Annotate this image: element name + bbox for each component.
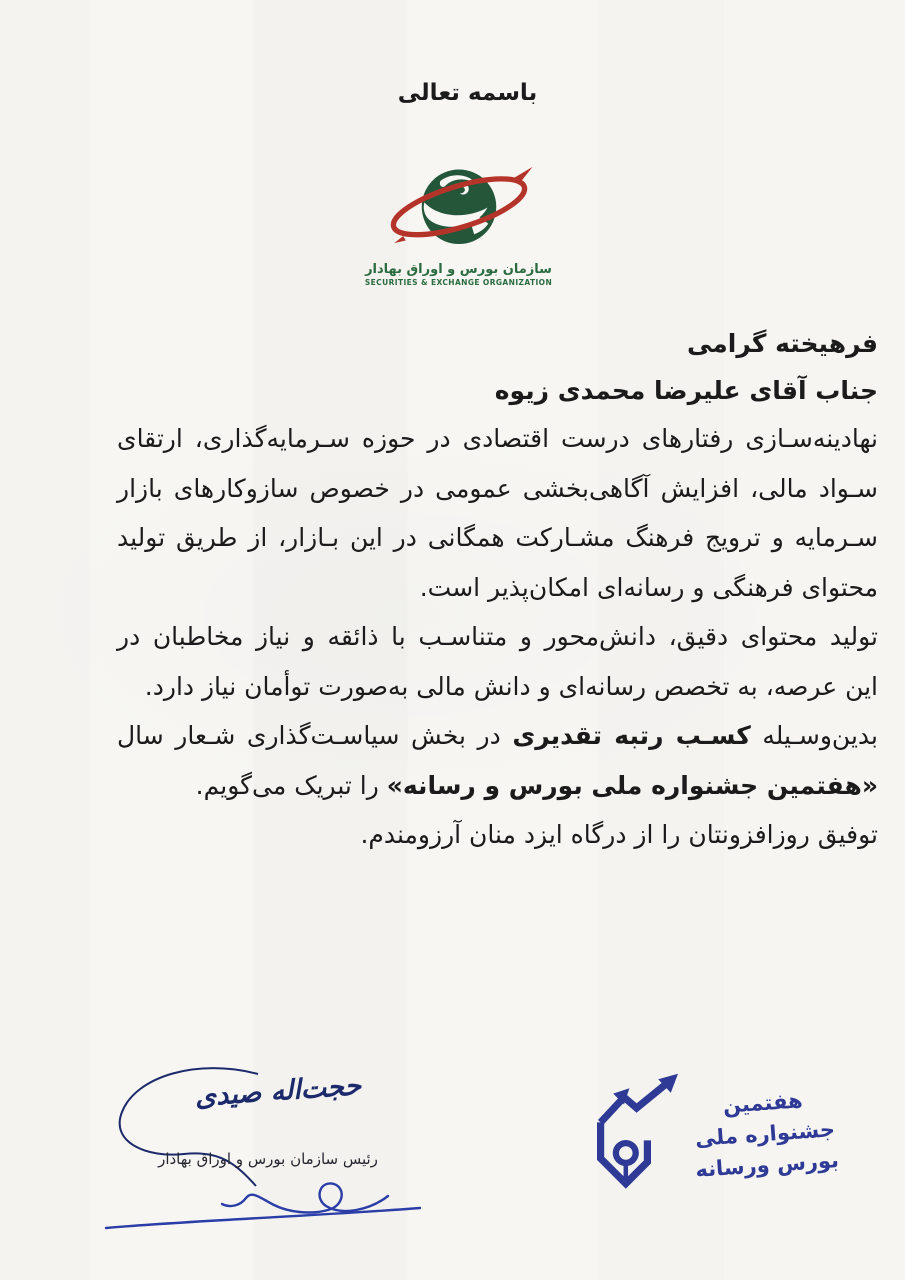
body-line (117, 662, 878, 712)
body-segment: سـواد مالی، افزایش آگاهی‌بخشی عمومی در خصوص سازوکارهای بازار (117, 473, 878, 503)
seo-emblem-icon (383, 158, 535, 260)
recipient-block (115, 320, 878, 414)
body-segment: محتوای فرهنگی و رسانه‌ای امکان‌پذیر است. (419, 572, 878, 602)
bismillah-text: باسمه تعالی (397, 80, 538, 106)
body-segment: را تبریک می‌گویم. (195, 770, 387, 800)
body-line (117, 761, 878, 811)
seo-caption-en: SECURITIES & EXCHANGE ORGANIZATION (364, 278, 553, 287)
body-segment: در بخش سیاسـت‌گذاری شـعار سال (117, 721, 513, 750)
signatory-title: رئیس سازمان بورس و اوراق بهادار (158, 1150, 378, 1168)
signature-block (88, 1058, 438, 1253)
festival-line-3: بورس ورسانه (694, 1147, 840, 1182)
recipient-salutation: فرهیخته گرامی (687, 329, 878, 358)
festival-line-2: جشنواره ملی (694, 1117, 836, 1151)
festival-line-1: هفتمین (722, 1088, 804, 1118)
seo-logo (6, 158, 905, 287)
body-segment: نهادینه‌سـازی رفتارهای درست اقتصادی در حوزه سـرمایه‌گذاری، ارتقای (117, 424, 878, 453)
body-segment: تولید محتوای دقیق، دانش‌محور و متناسـب با ذائقه و نیاز مخاطبان در (117, 622, 878, 651)
body-text (117, 414, 878, 860)
body-segment-bold: «هفتمین جشنواره ملی بورس و رسانه» (386, 770, 878, 800)
body-segment: توفیق روزافزونتان را از درگاه ایزد منان آرزومندم. (360, 820, 878, 849)
body-line (117, 711, 878, 761)
pen-nib-arrows-icon (588, 1072, 696, 1198)
body-line (117, 414, 878, 464)
festival-text (689, 1083, 841, 1186)
recipient-name: جناب آقای علیرضا محمدی زیوه (494, 376, 878, 405)
signatory-name: حجت‌اله صیدی (193, 1070, 363, 1113)
body-segment-bold: کسـب رتبه تقدیری (512, 721, 751, 750)
seo-caption-fa: سازمان بورس و اوراق بهادار (365, 262, 552, 277)
body-line (117, 810, 878, 860)
body-line (117, 513, 878, 563)
body-line (117, 612, 878, 662)
festival-logo (582, 1062, 842, 1210)
body-line (117, 464, 878, 514)
body-segment: سـرمایه و ترویج فرهنگ مشـارکت همگانی در این بـازار، از طریق تولید (117, 523, 878, 552)
body-segment: بدین‌وسـیله (750, 721, 878, 750)
body-line (117, 563, 878, 613)
handwritten-signature-icon (106, 1183, 420, 1228)
body-segment: این عرصه، به تخصص رسانه‌ای و دانش مالی به‌صورت توأمان نیاز دارد. (144, 671, 878, 701)
